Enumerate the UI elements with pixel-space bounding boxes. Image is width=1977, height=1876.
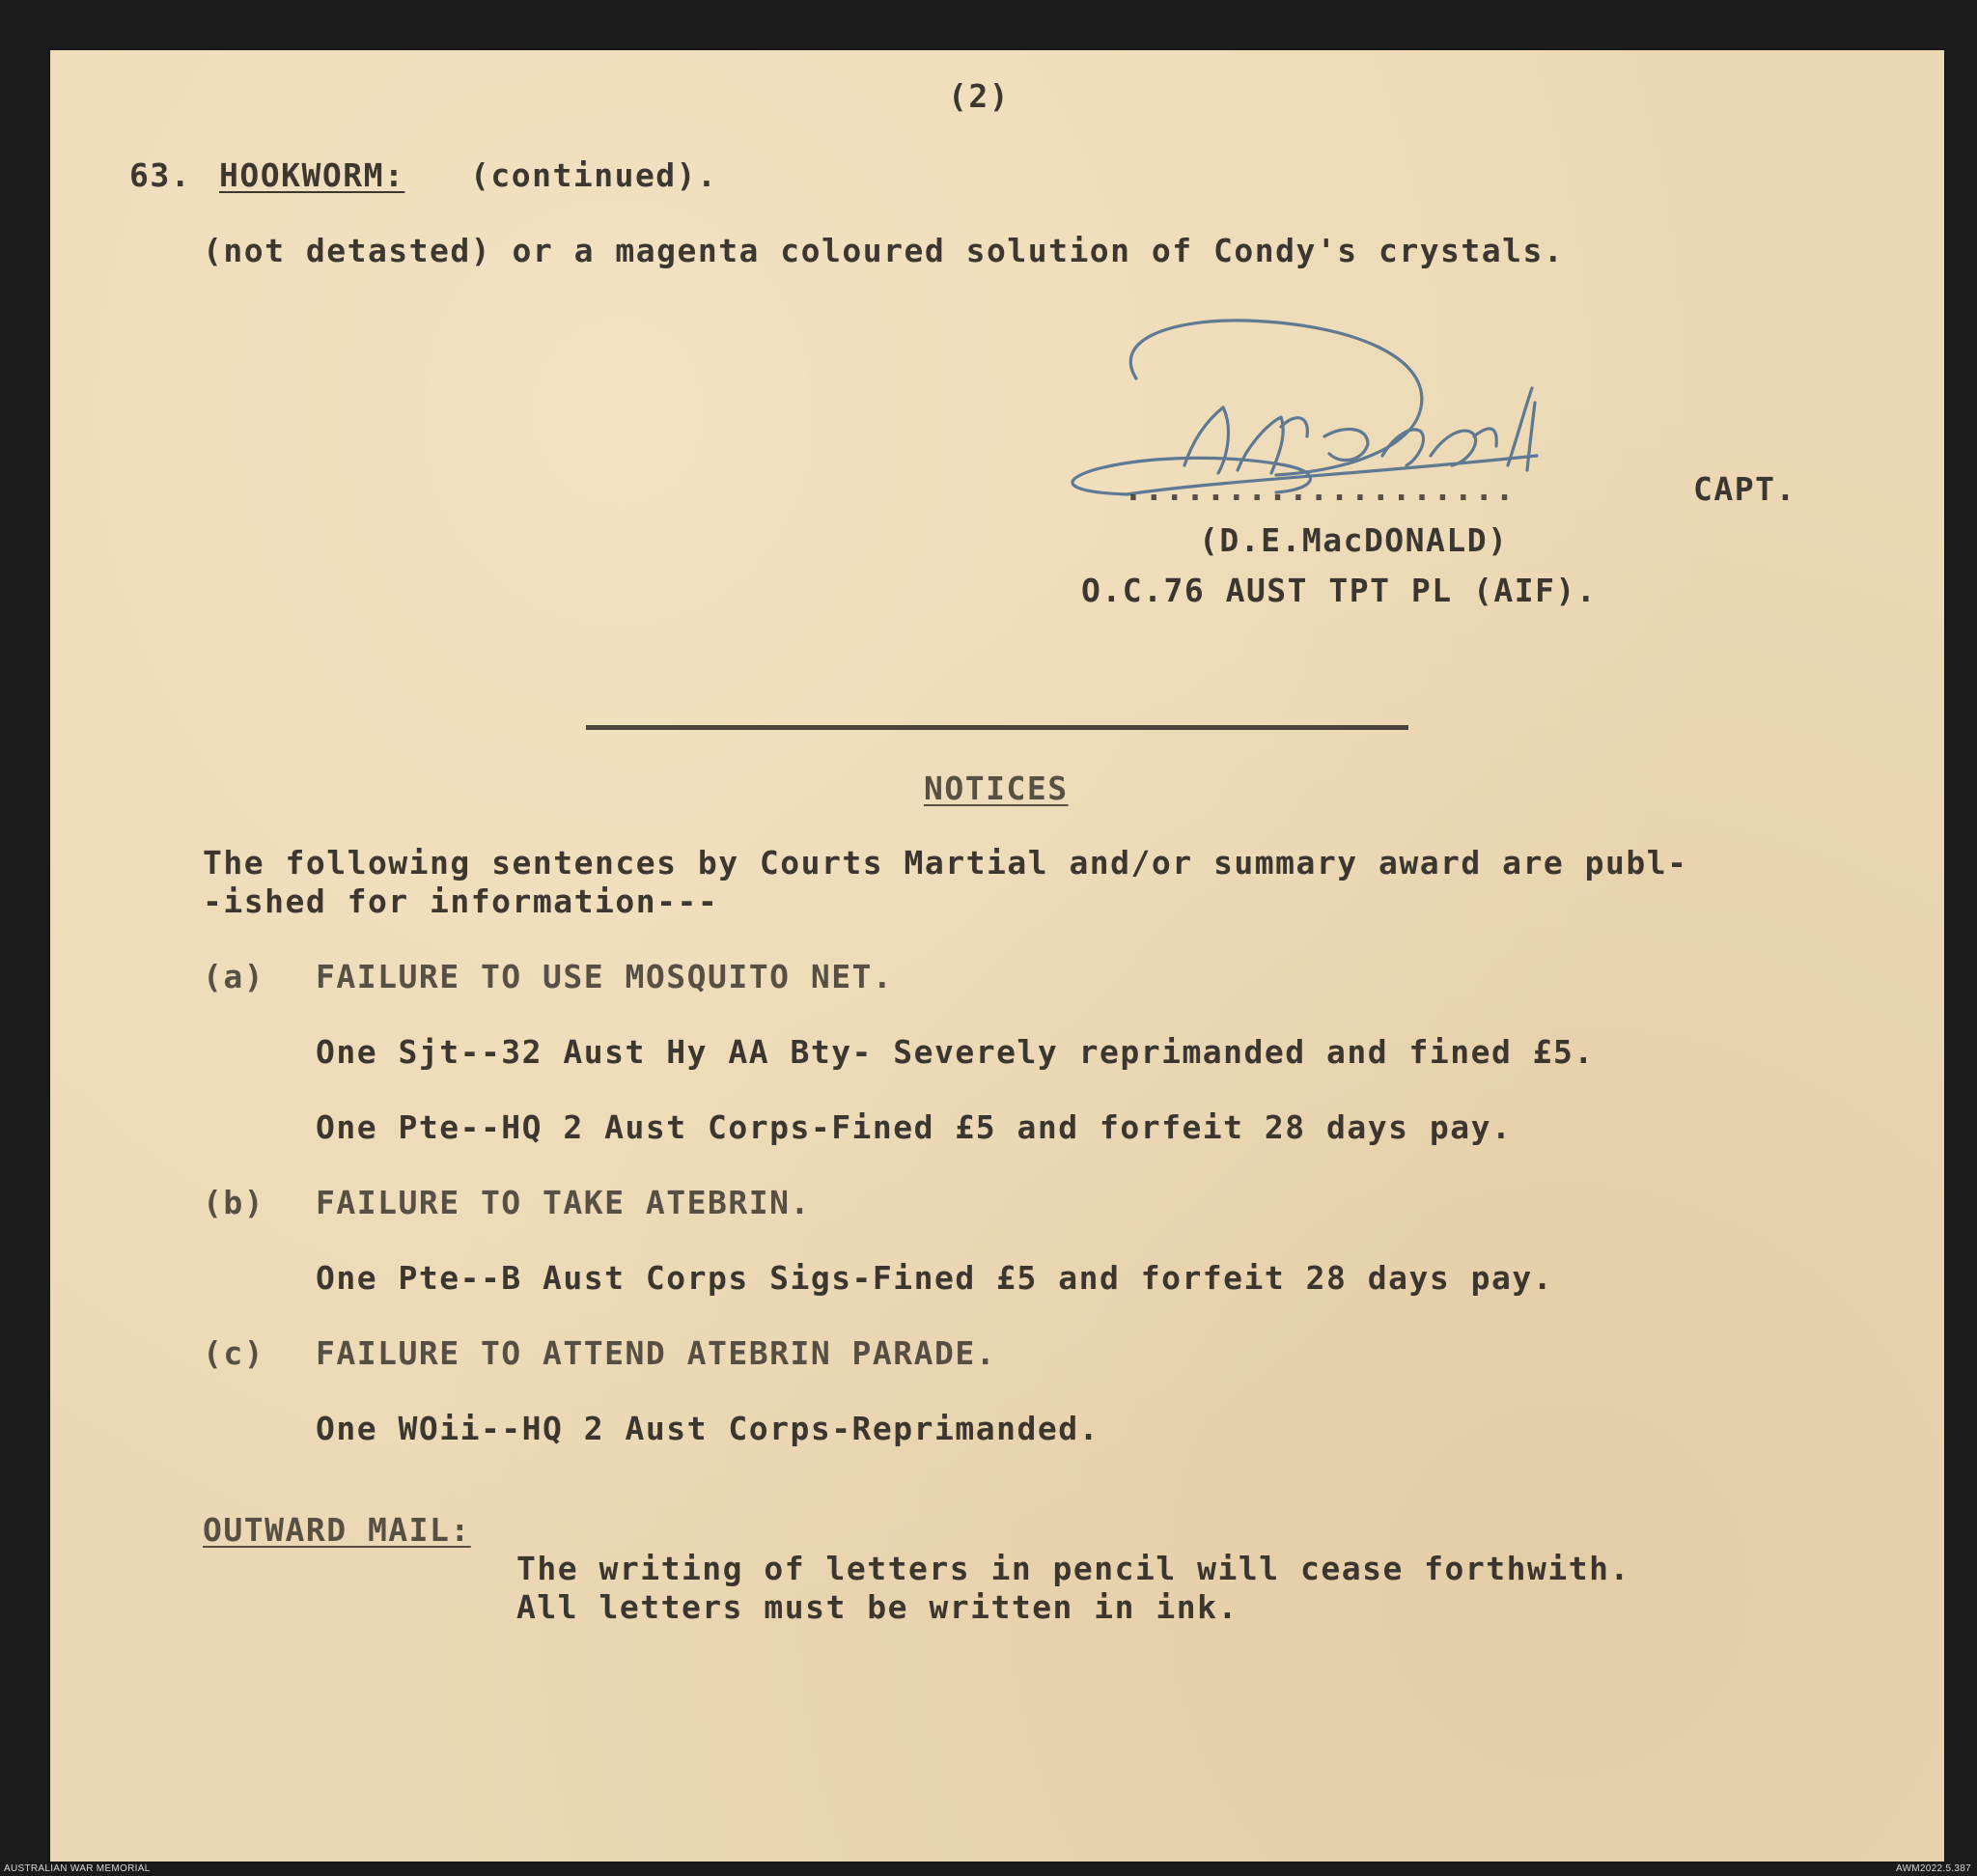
- signature-dots: ...................: [1124, 470, 1516, 508]
- footer-reference: AWM2022.5.387: [1895, 1863, 1971, 1874]
- section-continuation-text: (not detasted) or a magenta coloured solution of Condy's crystals.: [203, 232, 1565, 269]
- section-title: HOOKWORM:: [219, 156, 405, 194]
- notice-item-b-label: (b): [203, 1184, 265, 1221]
- section-divider: [586, 725, 1408, 730]
- outward-mail-line-2: All letters must be written in ink.: [516, 1588, 1239, 1626]
- notices-heading: NOTICES: [924, 770, 1069, 807]
- notice-item-b-title: FAILURE TO TAKE ATEBRIN.: [316, 1184, 811, 1221]
- notice-item-c-title: FAILURE TO ATTEND ATEBRIN PARADE.: [316, 1334, 997, 1372]
- footer-credit: AUSTRALIAN WAR MEMORIAL: [4, 1863, 151, 1874]
- outward-mail-heading: OUTWARD MAIL:: [203, 1511, 471, 1549]
- signatory-unit: O.C.76 AUST TPT PL (AIF).: [1081, 572, 1598, 609]
- notices-intro-line-1: The following sentences by Courts Martial and/or summary award are publ-: [203, 844, 1688, 882]
- notices-intro-line-2: -ished for information---: [203, 882, 719, 920]
- outward-mail-line-1: The writing of letters in pencil will cease forthwith.: [516, 1550, 1630, 1587]
- page-number: (2): [948, 77, 1011, 115]
- notice-item-a-title: FAILURE TO USE MOSQUITO NET.: [316, 958, 894, 995]
- document-page: [50, 50, 1944, 1862]
- notice-item-c-entry-1: One WOii--HQ 2 Aust Corps-Reprimanded.: [316, 1410, 1100, 1447]
- signature-text: D.E.MacDonald: [1035, 296, 1156, 315]
- notice-item-a-label: (a): [203, 958, 265, 995]
- section-number: 63.: [129, 156, 192, 194]
- notice-item-c-label: (c): [203, 1334, 265, 1372]
- notice-item-a-entry-2: One Pte--HQ 2 Aust Corps-Fined £5 and forfeit 28 days pay.: [316, 1108, 1513, 1146]
- notice-item-b-entry-1: One Pte--B Aust Corps Sigs-Fined £5 and forfeit 28 days pay.: [316, 1259, 1554, 1297]
- section-continued-label: (continued).: [470, 156, 718, 194]
- signatory-name: (D.E.MacDONALD): [1199, 521, 1509, 559]
- signature-rank: CAPT.: [1693, 470, 1796, 508]
- notice-item-a-entry-1: One Sjt--32 Aust Hy AA Bty- Severely reprimanded and fined £5.: [316, 1033, 1595, 1071]
